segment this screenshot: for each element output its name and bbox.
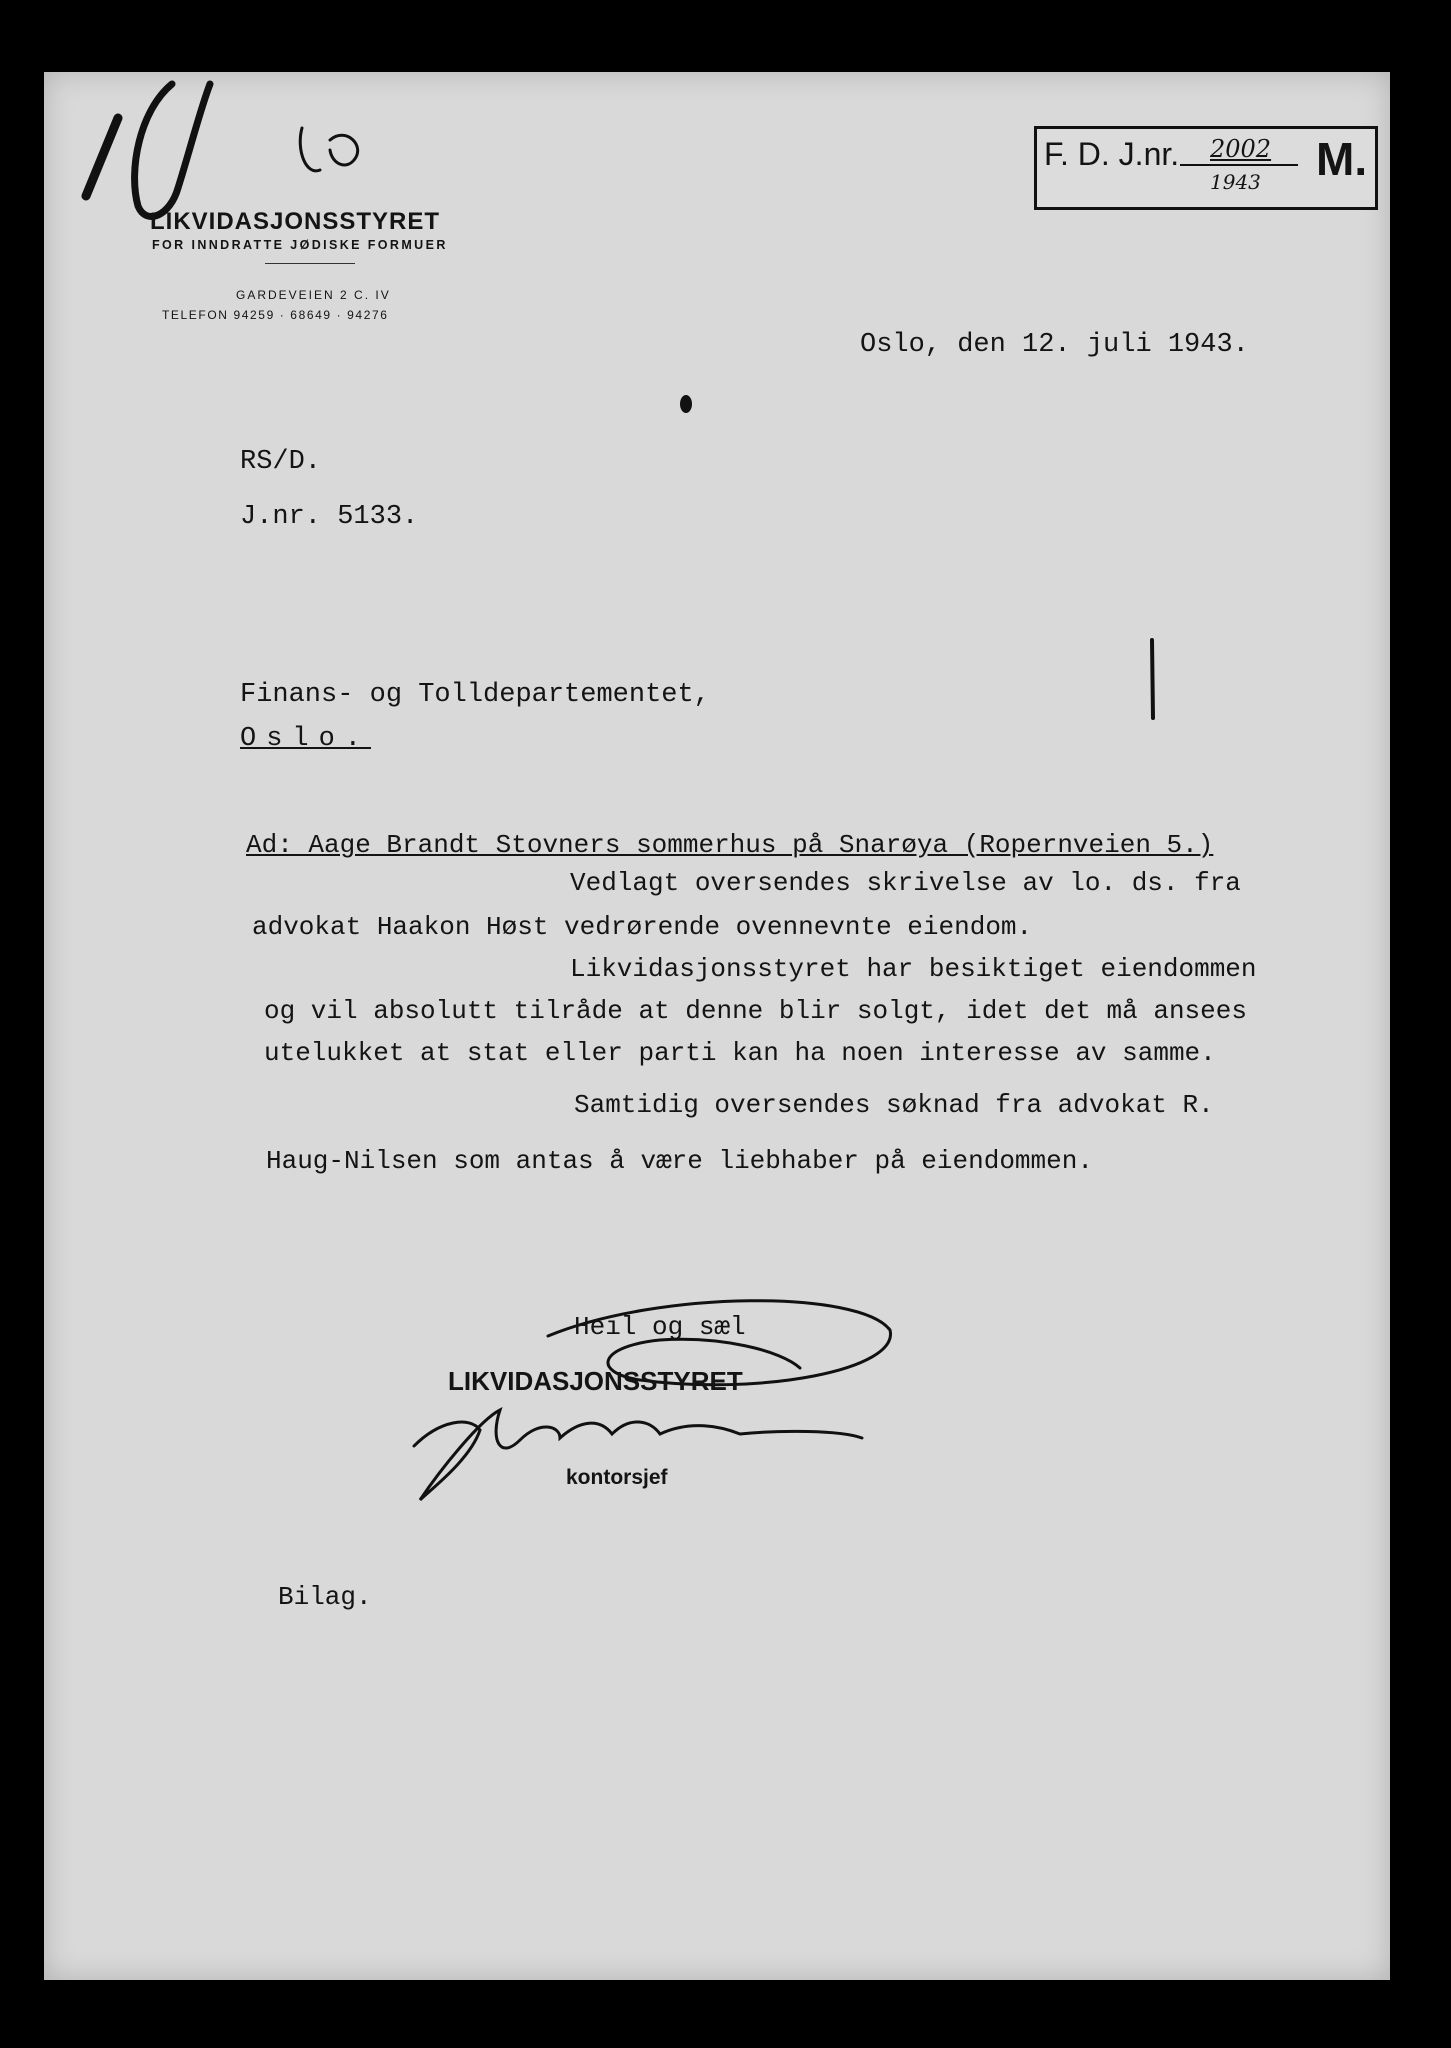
pen-stroke-one xyxy=(86,118,118,196)
body-line: utelukket at stat eller parti kan ha noen interesse av samme. xyxy=(264,1038,1216,1068)
margin-line xyxy=(1152,640,1153,718)
stamp-number: 2002 xyxy=(1210,135,1272,163)
enclosure-note: Bilag. xyxy=(278,1582,372,1612)
pencil-initials xyxy=(300,128,357,171)
recipient-line-2: Oslo. xyxy=(240,724,372,754)
stamp-divider xyxy=(1180,164,1298,166)
body-line: Samtidig oversendes søknad fra advokat R. xyxy=(574,1090,1214,1120)
stamp-code: M. xyxy=(1316,133,1368,185)
signature-organization: LIKVIDASJONSSTYRET xyxy=(448,1366,743,1396)
date-line: Oslo, den 12. juli 1943. xyxy=(860,330,1249,360)
signature-title: kontorsjef xyxy=(566,1466,668,1489)
letterhead-divider xyxy=(265,263,355,264)
recipient-line-1: Finans- og Tolldepartementet, xyxy=(240,680,710,710)
body-line: Vedlagt oversendes skrivelse av lo. ds. fra xyxy=(570,868,1241,898)
ink-blot xyxy=(680,395,692,413)
reference-initials: RS/D. xyxy=(240,447,322,477)
body-line: Likvidasjonsstyret har besiktiget eiendommen xyxy=(570,954,1257,984)
body-line: Haug-Nilsen som antas å være liebhaber på eiendommen. xyxy=(266,1146,1093,1176)
letterhead-organization: LIKVIDASJONSSTYRET xyxy=(150,208,441,235)
letterhead-telephone: TELEFON 94259 · 68649 · 94276 xyxy=(162,308,389,322)
journal-number: J.nr. 5133. xyxy=(240,502,419,532)
letterhead-address: GARDEVEIEN 2 C. IV xyxy=(236,288,391,302)
letterhead-subtitle: FOR INNDRATTE JØDISKE FORMUER xyxy=(152,238,448,252)
body-line: advokat Haakon Høst vedrørende ovennevnte eiendom. xyxy=(252,912,1033,942)
stamp-label: F. D. J.nr. xyxy=(1044,136,1180,172)
pen-stroke-zero xyxy=(135,84,210,216)
stamp-year: 1943 xyxy=(1210,170,1261,194)
body-line: og vil absolutt tilråde at denne blir solgt, idet det må ansees xyxy=(264,996,1247,1026)
closing-greeting: Heil og sæl xyxy=(574,1312,746,1342)
subject-line: Ad: Aage Brandt Stovners sommerhus på Snarøya (Ropernveien 5.) xyxy=(246,830,1214,860)
